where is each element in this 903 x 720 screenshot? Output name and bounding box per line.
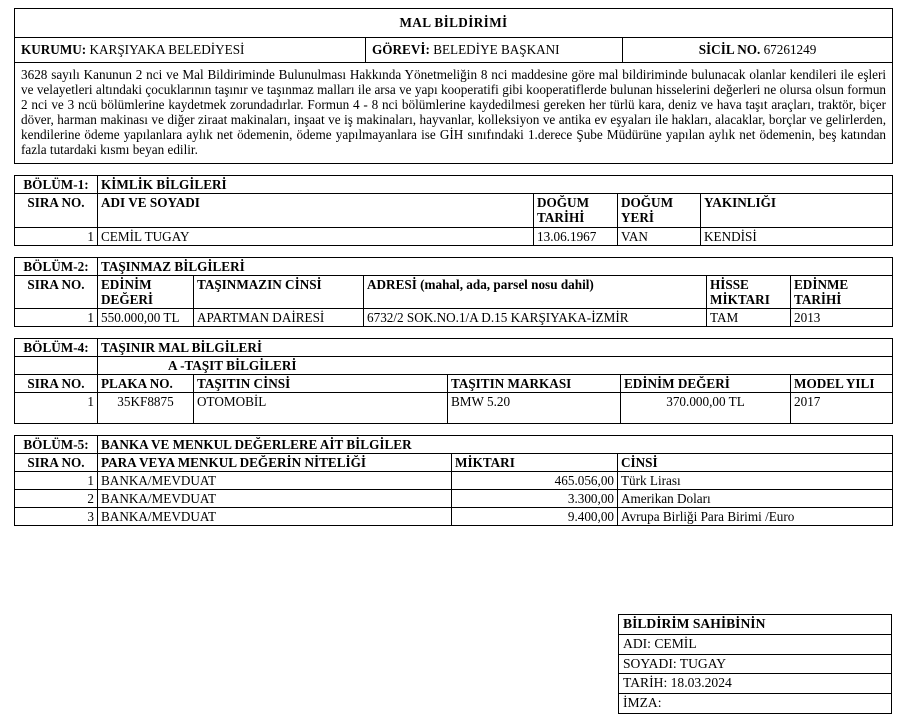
section-5-label: BÖLÜM-5:	[15, 435, 98, 453]
signature-date: TARİH: 18.03.2024	[619, 674, 892, 694]
declarant-signature-block	[618, 614, 892, 714]
cell-vehicle-brand: BMW 5.20	[448, 392, 621, 423]
section-4-table	[14, 338, 893, 424]
table-row	[15, 227, 893, 245]
table-row	[15, 308, 893, 326]
section-5	[14, 435, 892, 526]
section-4-label: BÖLÜM-4:	[15, 338, 98, 356]
table-row	[15, 508, 893, 526]
column-header-model-year: MODEL YILI	[791, 374, 893, 392]
section-2	[14, 257, 892, 327]
column-header-amount: MİKTARI	[452, 453, 618, 471]
registry-cell	[623, 38, 893, 63]
section-4-column-header-row	[15, 374, 893, 392]
column-header-acq-value: EDİNİM DEĞERİ	[98, 275, 194, 308]
cell-amount: 9.400,00	[452, 508, 618, 526]
cell-currency: Türk Lirası	[618, 471, 893, 489]
cell-birth-date: 13.06.1967	[534, 227, 618, 245]
cell-vehicle-type: OTOMOBİL	[194, 392, 448, 423]
column-header-plate: PLAKA NO.	[98, 374, 194, 392]
section-4-title: TAŞINIR MAL BİLGİLERİ	[98, 338, 893, 356]
section-4-title-row	[15, 338, 893, 356]
position-cell	[366, 38, 623, 63]
signature-table	[618, 614, 892, 714]
section-2-title-row	[15, 257, 893, 275]
section-2-label: BÖLÜM-2:	[15, 257, 98, 275]
document-header-table	[14, 8, 893, 164]
column-header-share: HİSSE MİKTARI	[707, 275, 791, 308]
table-row	[15, 490, 893, 508]
position-label: GÖREVİ:	[372, 42, 430, 58]
position-value: BELEDİYE BAŞKANI	[433, 42, 560, 58]
cell-sira: 1	[15, 308, 98, 326]
title-row	[15, 9, 893, 38]
signature-first-name: ADI: CEMİL	[619, 634, 892, 654]
section-1-label: BÖLÜM-1:	[15, 176, 98, 194]
cell-acq-date: 2013	[791, 308, 893, 326]
cell-acq-value: 370.000,00 TL	[621, 392, 791, 423]
cell-sira: 2	[15, 490, 98, 508]
section-2-table	[14, 257, 893, 327]
signature-label: İMZA:	[619, 694, 892, 714]
cell-name: CEMİL TUGAY	[98, 227, 534, 245]
column-header-acq-date: EDİNME TARİHİ	[791, 275, 893, 308]
asset-declaration-document	[14, 8, 892, 526]
signature-date-row	[619, 674, 892, 694]
section-1-column-header-row	[15, 194, 893, 227]
section-1-title: KİMLİK BİLGİLERİ	[98, 176, 893, 194]
institution-cell	[15, 38, 366, 63]
cell-sira: 1	[15, 392, 98, 423]
cell-share: TAM	[707, 308, 791, 326]
column-header-birth-place: DOĞUM YERİ	[618, 194, 701, 227]
section-4-subtitle-row	[15, 356, 893, 374]
column-header-currency: CİNSİ	[618, 453, 893, 471]
registry-label: SİCİL NO.	[698, 42, 761, 58]
section-2-column-header-row	[15, 275, 893, 308]
column-header-address: ADRESİ (mahal, ada, parsel nosu dahil)	[364, 275, 707, 308]
cell-relation: KENDİSİ	[701, 227, 893, 245]
cell-sira: 1	[15, 227, 98, 245]
table-row	[15, 392, 893, 423]
page-title: MAL BİLDİRİMİ	[15, 9, 893, 38]
section-5-table	[14, 435, 893, 526]
cell-currency: Avrupa Birliği Para Birimi /Euro	[618, 508, 893, 526]
signature-first-name-row	[619, 634, 892, 654]
table-row	[15, 471, 893, 489]
legal-notice-text: 3628 sayılı Kanunun 2 nci ve Mal Bildiriminde Bulunulması Hakkında Yönetmeliğin 8 nci maddesine göre mal bildiriminde bulunacak olanlar kendileri ile eşleri ve velayetleri altındaki çocuklarının taşınır ve taşınmaz malları ile arsa ve yapı kooperatifi gibi kooperatiflerde bulunan hisselerini değerleri ne olursa olsun formun 2 nci ve 3 ncü bölümlerine kaydetmek zorundadırlar. Formun 4 - 8 nci bölümlerine kaydedilmesi gereken her türlü kara, deniz ve hava taşıt araçları, traktör, biçer döver, harman makinası ve diğer ziraat makinaları, inşaat ve iş makinaları, hayvanlar, kolleksiyon ve antika ev eşyaları ile hakları, alacaklar, borçlar ve gelirlerden, kendilerine ödeme yapılanlara aylık net ödemenin, ödeme yapılmayanlara ise GİH sınıfındaki 1.derece Şube Müdürüne yapılan aylık net ödemenin, beş katından fazla tutardaki kısmı beyan edilir.	[15, 63, 893, 164]
column-header-vehicle-brand: TAŞITIN MARKASI	[448, 374, 621, 392]
column-header-acq-value: EDİNİM DEĞERİ	[621, 374, 791, 392]
column-header-sira: SIRA NO.	[15, 374, 98, 392]
section-4-subtitle: A -TAŞIT BİLGİLERİ	[98, 356, 893, 374]
registry-value: 67261249	[763, 42, 817, 58]
cell-nature: BANKA/MEVDUAT	[98, 490, 452, 508]
cell-model-year: 2017	[791, 392, 893, 423]
cell-property-type: APARTMAN DAİRESİ	[194, 308, 364, 326]
legal-notice-row	[15, 63, 893, 164]
column-header-sira: SIRA NO.	[15, 194, 98, 227]
institution-value: KARŞIYAKA BELEDİYESİ	[89, 42, 245, 58]
column-header-nature: PARA VEYA MENKUL DEĞERİN NİTELİĞİ	[98, 453, 452, 471]
section-1-title-row	[15, 176, 893, 194]
signature-heading: BİLDİRİM SAHİBİNİN	[619, 615, 892, 635]
cell-birth-place: VAN	[618, 227, 701, 245]
cell-sira: 3	[15, 508, 98, 526]
column-header-vehicle-type: TAŞITIN CİNSİ	[194, 374, 448, 392]
section-4	[14, 338, 892, 424]
section-5-title: BANKA VE MENKUL DEĞERLERE AİT BİLGİLER	[98, 435, 893, 453]
cell-plate: 35KF8875	[98, 392, 194, 423]
column-header-property-type: TAŞINMAZIN CİNSİ	[194, 275, 364, 308]
column-header-sira: SIRA NO.	[15, 275, 98, 308]
column-header-relation: YAKINLIĞI	[701, 194, 893, 227]
cell-currency: Amerikan Doları	[618, 490, 893, 508]
cell-sira: 1	[15, 471, 98, 489]
signature-last-name-row	[619, 654, 892, 674]
cell-address: 6732/2 SOK.NO.1/A D.15 KARŞIYAKA-İZMİR	[364, 308, 707, 326]
section-2-title: TAŞINMAZ BİLGİLERİ	[98, 257, 893, 275]
institution-label: KURUMU:	[21, 42, 87, 58]
column-header-sira: SIRA NO.	[15, 453, 98, 471]
section-5-column-header-row	[15, 453, 893, 471]
cell-acq-value: 550.000,00 TL	[98, 308, 194, 326]
section-4-subtitle-spacer	[15, 356, 98, 374]
cell-nature: BANKA/MEVDUAT	[98, 471, 452, 489]
column-header-name: ADI VE SOYADI	[98, 194, 534, 227]
cell-nature: BANKA/MEVDUAT	[98, 508, 452, 526]
cell-amount: 3.300,00	[452, 490, 618, 508]
signature-last-name: SOYADI: TUGAY	[619, 654, 892, 674]
cell-amount: 465.056,00	[452, 471, 618, 489]
signature-line-row	[619, 694, 892, 714]
section-5-title-row	[15, 435, 893, 453]
signature-heading-row	[619, 615, 892, 635]
identity-header-row	[15, 38, 893, 63]
section-1	[14, 175, 892, 245]
section-1-table	[14, 175, 893, 245]
column-header-birth-date: DOĞUM TARİHİ	[534, 194, 618, 227]
